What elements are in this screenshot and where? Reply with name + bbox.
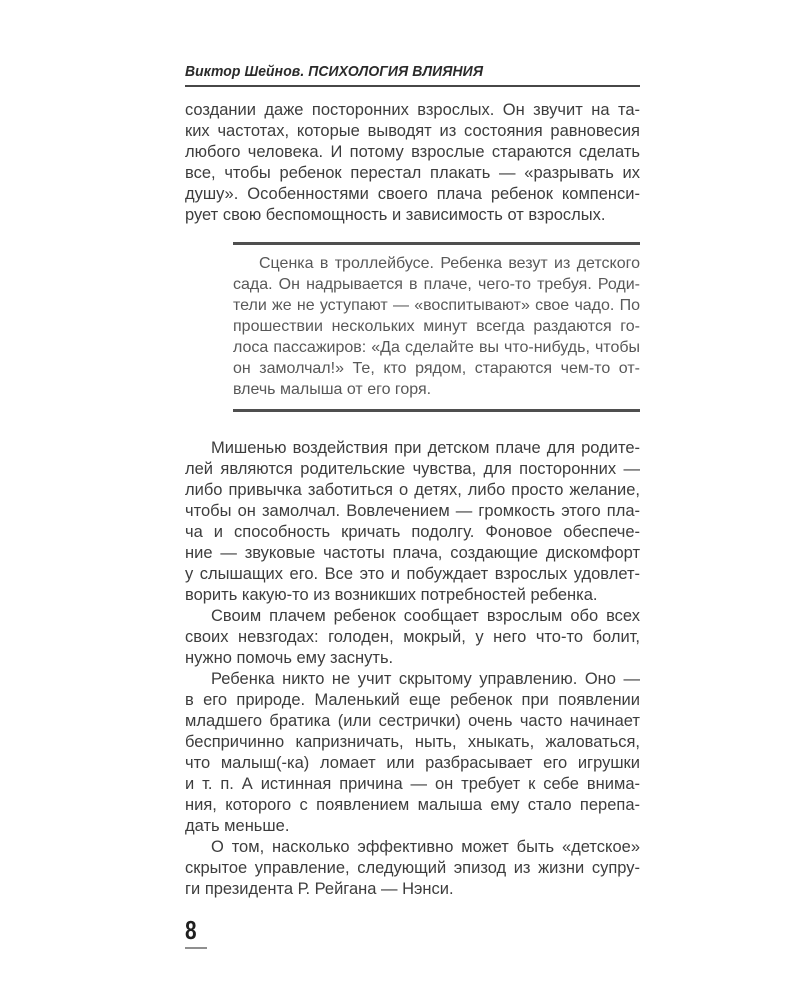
page-content [185,63,640,949]
text-line: Сценка в троллейбусе. Ребенка везут из детского [259,255,640,272]
page-number: 8 [185,915,197,945]
text-line: ние — звуковые частоты плача, создающие дискомфорт [185,544,640,562]
text-line: он замолчал!» Те, кто рядом, стараются чем-то от- [233,360,640,377]
text-line: рует свою беспомощность и зависимость от взрослых. [185,206,606,224]
text-line: своих невзгодах: голоден, мокрый, у него что-то болит, [185,628,640,646]
text-line: младшего братика (или сестрички) очень часто начинает [185,712,640,730]
text-line: либо привычка заботиться о детях, либо просто желание, [185,481,640,499]
header-rule [185,85,640,87]
text-line: ворить какую-то из возникших потребностей ребенка. [185,586,598,604]
page-number-rule [185,947,207,949]
blockquote [233,242,640,412]
text-line: нужно помочь ему заснуть. [185,649,394,667]
text-line: лей являются родительские чувства, для посторонних — [185,460,640,478]
text-line: любого человека. И потому взрослые стараются сделать [185,143,640,161]
text-line: у слышащих его. Все это и побуждает взрослых удовлет- [185,565,640,583]
text-line: ча и способность кричать подолгу. Фоновое обеспече- [185,523,640,541]
text-line: в его природе. Маленький еще ребенок при появлении [185,691,640,709]
text-line: скрытое управление, следующий эпизод из жизни супру- [185,859,640,877]
page-header [185,63,640,87]
text-line: что малыш(-ка) ломает или разбрасывает его игрушки [185,754,640,772]
text-line: О том, насколько эффективно может быть «детское» [211,838,640,856]
text-line: ги президента Р. Рейгана — Нэнси. [185,880,454,898]
running-title: Виктор Шейнов. ПСИХОЛОГИЯ ВЛИЯНИЯ [185,63,484,80]
text-line: Мишенью воздействия при детском плаче для родите- [211,439,640,457]
text-line: прошествии нескольких минут всегда раздаются го- [233,318,640,335]
paragraph-2 [185,438,640,606]
text-line: Своим плачем ребенок сообщает взрослым обо всех [211,607,640,625]
text-line: душу». Особенностями своего плача ребенок компенси- [185,185,640,203]
text-line: все, чтобы ребенок перестал плакать — «разрывать их [185,164,640,182]
text-line: тели же не уступают — «воспитывают» свое чадо. По [233,297,640,314]
text-line: и т. п. А истинная причина — он требует к себе внима- [185,775,640,793]
paragraph-1 [185,100,640,226]
text-line: ния, которого с появлением малыша ему стало перепа- [185,796,640,814]
paragraph-5 [185,837,640,900]
text-line: влечь малыша от его горя. [233,381,432,398]
page-footer [185,917,640,949]
text-line: чтобы он замолчал. Вовлечением — громкость этого пла- [185,502,640,520]
text-line: ких частотах, которые выводят из состояния равновесия [185,122,640,140]
paragraph-3 [185,606,640,669]
paragraph-4 [185,669,640,837]
text-line: лоса пассажиров: «Да сделайте вы что-нибудь, чтобы [233,339,640,356]
text-line: создании даже посторонних взрослых. Он звучит на та- [185,101,640,119]
text-line: сада. Он надрывается в плаче, чего-то требуя. Роди- [233,276,640,293]
text-line: Ребенка никто не учит скрытому управлению. Оно — [211,670,640,688]
text-line: беспричинно капризничать, ныть, хныкать, жаловаться, [185,733,640,751]
text-line: дать меньше. [185,817,290,835]
page-body [185,100,640,900]
